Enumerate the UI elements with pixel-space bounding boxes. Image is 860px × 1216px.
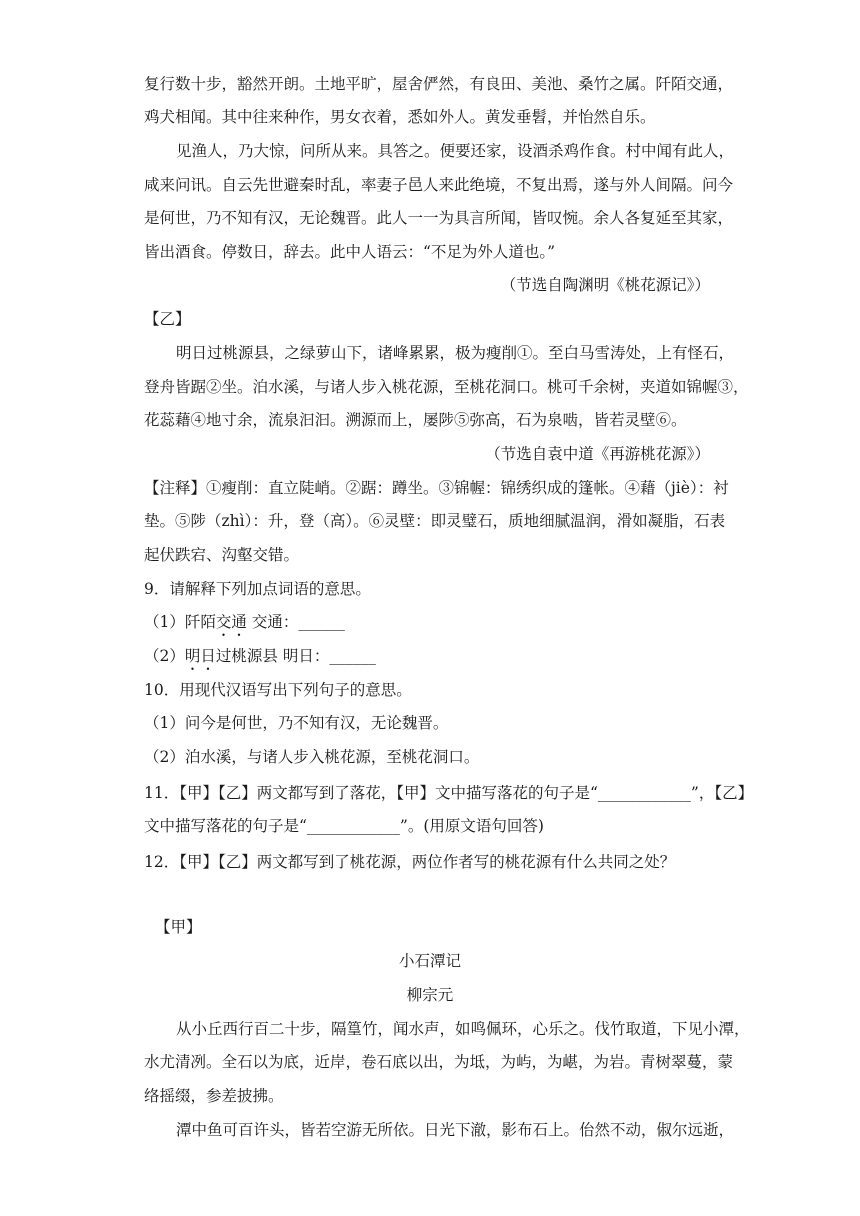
passage-title: 小石潭记 xyxy=(398,952,461,970)
question-9-item-1 xyxy=(144,611,345,640)
dotted-word: 明日 xyxy=(184,647,216,665)
section-label-jia: 【甲】 xyxy=(155,918,202,936)
passage-line: 潭中鱼可百许头，皆若空游无所依。日光下澈，影布石上。佁然不动，俶尔远逝， xyxy=(176,1121,735,1139)
item-prefix: （1）阡陌 xyxy=(144,613,216,631)
passage-line: 复行数十步，豁然开朗。土地平旷，屋舍俨然，有良田、美池、桑竹之属。阡陌交通， xyxy=(144,75,734,93)
passage-line: 是何世，乃不知有汉，无论魏晋。此人一一为具言所闻，皆叹惋。余人各复延至其家， xyxy=(144,209,734,227)
passage-author: 柳宗元 xyxy=(406,986,454,1004)
question-10-item-1: （1）问今是何世，乃不知有汉，无论魏晋。 xyxy=(144,714,449,732)
question-10-item-2: （2）泊水溪，与诸人步入桃花源，至桃花洞口。 xyxy=(144,748,480,766)
passage-line: 登舟皆踞②坐。泊水溪，与诸人步入桃花源，至桃花洞口。桃可千余树，夹道如锦幄③， xyxy=(144,378,749,396)
passage-line: 花蕊藉④地寸余，流泉汩汩。溯源而上，屡陟⑤弥高，石为泉啮，皆若灵壁⑥。 xyxy=(144,411,687,429)
section-label-yi: 【乙】 xyxy=(144,310,191,328)
source-citation: （节选自袁中道《再游桃花源》） xyxy=(485,445,710,463)
passage-line: 水尤清冽。全石以为底，近岸，卷石底以出，为坻，为屿，为嵁，为岩。青树翠蔓，蒙 xyxy=(144,1053,734,1071)
passage-line: 从小丘西行百二十步，隔篁竹，闻水声，如鸣佩环，心乐之。伐竹取道，下见小潭， xyxy=(176,1020,750,1038)
question-10: 10．用现代汉语写出下列句子的意思。 xyxy=(144,681,412,699)
item-suffix: 交通：______ xyxy=(246,613,345,631)
item-suffix: 过桃源县 明日：______ xyxy=(215,647,376,665)
annotation-line: 起伏跌宕、沟壑交错。 xyxy=(144,546,300,564)
question-12: 12．【甲】【乙】两文都写到了桃花源，两位作者写的桃花源有什么共同之处？ xyxy=(144,853,676,871)
question-9-item-2 xyxy=(144,645,376,674)
passage-line: 络摇缀，参差披拂。 xyxy=(144,1087,284,1105)
question-11-line: 文中描写落花的句子是“____________”。(用原文语句回答) xyxy=(144,817,544,835)
annotation-line: 【注释】①瘦削：直立陡峭。②踞：蹲坐。③锦幄：锦绣织成的篷帐。④藉（jiè）：衬 xyxy=(144,479,729,497)
passage-line: 皆出酒食。停数日，辞去。此中人语云：“不足为外人道也。” xyxy=(144,243,556,261)
passage-line: 见渔人，乃大惊，问所从来。具答之。便要还家，设酒杀鸡作食。村中闻有此人， xyxy=(176,142,735,160)
question-11-line: 11．【甲】【乙】两文都写到了落花，【甲】文中描写落花的句子是“____________”，【乙】 xyxy=(144,784,754,802)
source-citation: （节选自陶渊明《桃花源记》） xyxy=(500,276,710,294)
annotation-line: 垫。⑤陟（zhì）：升，登（高）。⑥灵壁：即灵璧石，质地细腻温润，滑如凝脂，石表 xyxy=(144,512,726,530)
passage-line: 鸡犬相闻。其中往来种作，男女衣着，悉如外人。黄发垂髫，并怡然自乐。 xyxy=(144,108,656,126)
question-9: 9．请解释下列加点词语的意思。 xyxy=(144,580,371,598)
dotted-word: 交通 xyxy=(215,613,247,631)
passage-line: 明日过桃源县，之绿萝山下，诸峰累累，极为瘦削①。至白马雪涛处，上有怪石， xyxy=(176,344,735,362)
passage-line: 咸来问讯。自云先世避秦时乱，率妻子邑人来此绝境，不复出焉，遂与外人间隔。问今 xyxy=(144,176,734,194)
item-prefix: （2） xyxy=(144,647,185,665)
